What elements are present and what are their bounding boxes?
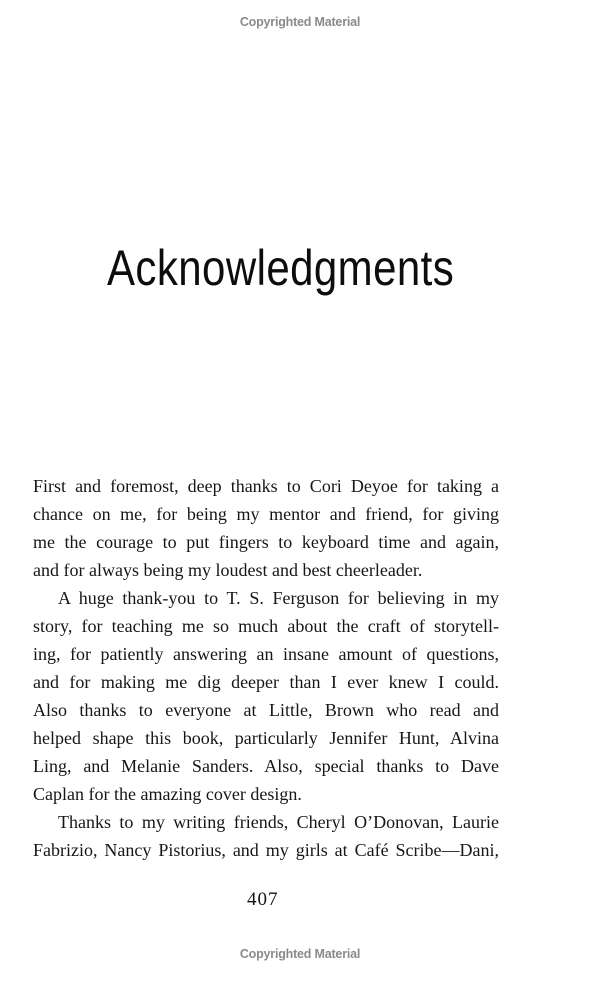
text-line: Ling, and Melanie Sanders. Also, special thanks to Dave (33, 756, 499, 776)
text-line: chance on me, for being my mentor and friend, for giving (33, 504, 499, 524)
chapter-title: Acknowledgments (107, 240, 455, 296)
text-line: ing, for patiently answering an insane amount of questions, (33, 644, 499, 664)
page-number: 407 (247, 889, 279, 910)
text-line: Fabrizio, Nancy Pistorius, and my girls at Café Scribe—Dani, (33, 840, 499, 860)
text-line: me the courage to put fingers to keyboard time and again, (33, 532, 499, 552)
text-line: helped shape this book, particularly Jennifer Hunt, Alvina (33, 728, 499, 748)
text-line: Caplan for the amazing cover design. (33, 784, 302, 804)
text-line: and for always being my loudest and best cheerleader. (33, 560, 423, 580)
copyright-notice-bottom: Copyrighted Material (239, 947, 361, 961)
text-line: First and foremost, deep thanks to Cori Deyoe for taking a (33, 476, 499, 496)
text-line: Thanks to my writing friends, Cheryl O’Donovan, Laurie (58, 812, 499, 832)
text-line: A huge thank-you to T. S. Ferguson for believing in my (58, 588, 499, 608)
body-text (33, 472, 499, 864)
text-line: story, for teaching me so much about the craft of storytell- (33, 616, 499, 636)
copyright-notice-top: Copyrighted Material (239, 15, 361, 29)
text-line: and for making me dig deeper than I ever knew I could. (33, 672, 499, 692)
text-line: Also thanks to everyone at Little, Brown who read and (33, 700, 499, 720)
